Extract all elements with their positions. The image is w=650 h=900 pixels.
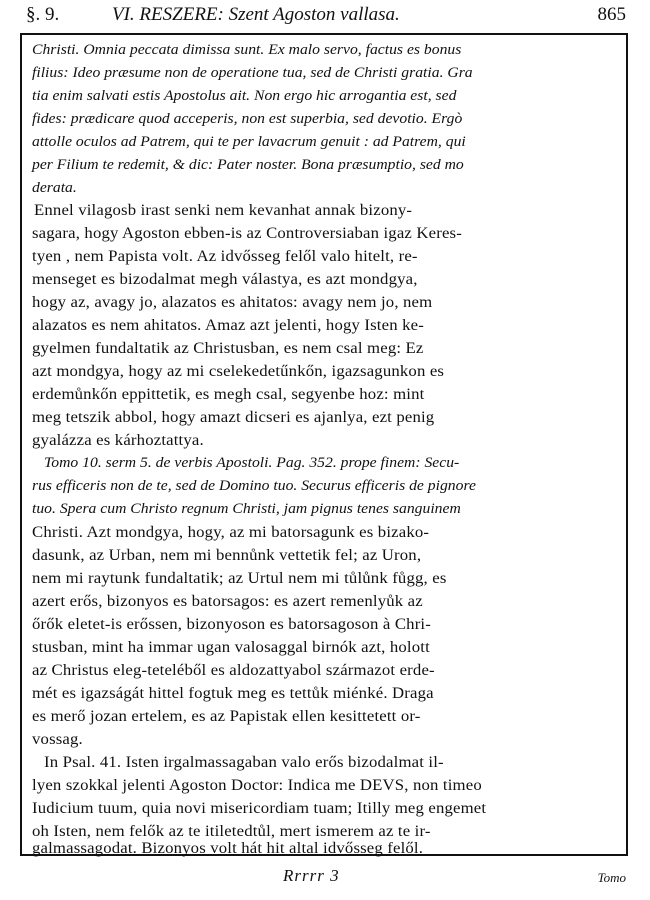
text-line: tia enim salvati estis Apostolus ait. Non ergo hic arrogantia est, sed	[32, 88, 457, 104]
text-line: Iudicium tuum, quia novi misericordiam tuam; Itilly meg engemet	[32, 800, 487, 817]
text-line: hogy az, avagy jo, alazatos es ahitatos: avagy nem jo, nem	[32, 294, 433, 311]
text-line: attolle oculos ad Patrem, qui te per lavacrum genuit : ad Patrem, qui	[32, 134, 466, 150]
text-line: erdemůnkőn eppittetik, es megh csal, segyenbe hoz: mint	[32, 386, 425, 403]
text-line: tyen , nem Papista volt. Az idvősseg felől valo hitelt, re-	[32, 248, 418, 265]
text-line: sagara, hogy Agoston ebben-is az Controversiaban igaz Keres-	[32, 225, 462, 242]
text-line: oh Isten, nem felők az te itiletedtůl, mert ismerem az te ir-	[32, 823, 431, 840]
text-frame	[20, 33, 628, 856]
section-number: §. 9.	[26, 4, 60, 25]
text-line: dasunk, az Urban, nem mi bennůnk vettetik fel; az Uron,	[32, 547, 422, 564]
text-line: mét es igazságát hittel fogtuk meg es tettůk miénké. Draga	[32, 685, 434, 702]
text-line: Tomo 10. serm 5. de verbis Apostoli. Pag. 352. prope finem: Secu-	[44, 455, 460, 471]
text-line: tuo. Spera cum Christo regnum Christi, jam pignus tenes sanguinem	[32, 501, 461, 517]
text-line: az Christus eleg-teteléből es aldozattyabol származot erde-	[32, 662, 435, 679]
text-line: derata.	[32, 180, 77, 196]
text-line: In Psal. 41. Isten irgalmassagaban valo erős bizodalmat il-	[44, 754, 444, 771]
text-line: stusban, mint ha immar ugan valosaggal birnók azt, holott	[32, 639, 430, 656]
text-line: nem mi raytunk fundaltatik; az Urtul nem mi tůlůnk fůgg, es	[32, 570, 447, 587]
text-line: menseget es bizodalmat megh válastya, es azt mondgya,	[32, 271, 418, 288]
text-line: azert erős, bizonyos es batorsagos: es azert remenlyůk az	[32, 593, 423, 610]
text-line: Ennel vilagosb irast senki nem kevanhat annak bizony-	[34, 202, 413, 219]
text-line: fides: prædicare quod acceperis, non est superbia, sed devotio. Ergò	[32, 111, 463, 127]
text-line: per Filium te redemit, & dic: Pater noster. Bona præsumptio, sed mo	[32, 157, 464, 173]
text-line: Christi. Omnia peccata dimissa sunt. Ex malo servo, factus es bonus	[32, 42, 462, 58]
text-line: azt mondgya, hogy az mi cselekedetűnkőn, igazsagunkon es	[32, 363, 445, 380]
text-line: filius: Ideo præsume non de operatione tua, sed de Christi gratia. Gra	[32, 65, 473, 81]
text-line: őrők eletet-is erőssen, bizonyoson es batorsagoson à Chri-	[32, 616, 431, 633]
text-line: lyen szokkal jelenti Agoston Doctor: Indica me DEVS, non timeo	[32, 777, 482, 794]
page-footer	[0, 862, 650, 892]
text-line: gyelmen fundaltatik az Christusban, es nem csal meg: Ez	[32, 340, 424, 357]
catchword: Tomo	[597, 870, 626, 885]
running-header	[22, 4, 628, 30]
signature-mark: Rrrrr 3	[283, 866, 340, 885]
page-number: 865	[597, 4, 626, 25]
text-line: Christi. Azt mondgya, hogy, az mi batorsagunk es bizako-	[32, 524, 430, 541]
running-title: VI. RESZERE: Szent Agoston vallasa.	[112, 4, 400, 25]
text-line: alazatos es nem ahitatos. Amaz azt jelenti, hogy Isten ke-	[32, 317, 424, 334]
text-line: es merő jozan ertelem, es az Papistak ellen kesittetett or-	[32, 708, 421, 725]
text-line: rus efficeris non de te, sed de Domino tuo. Securus efficeris de pignore	[32, 478, 476, 494]
text-line: meg tetszik abbol, hogy amazt dicseri es ajanlya, ezt penig	[32, 409, 435, 426]
text-line: gyalázza es kárhoztattya.	[32, 432, 204, 449]
text-line: galmassagodat. Bizonyos volt hát hit altal idvősseg felől.	[32, 840, 424, 857]
text-line: vossag.	[32, 731, 83, 748]
